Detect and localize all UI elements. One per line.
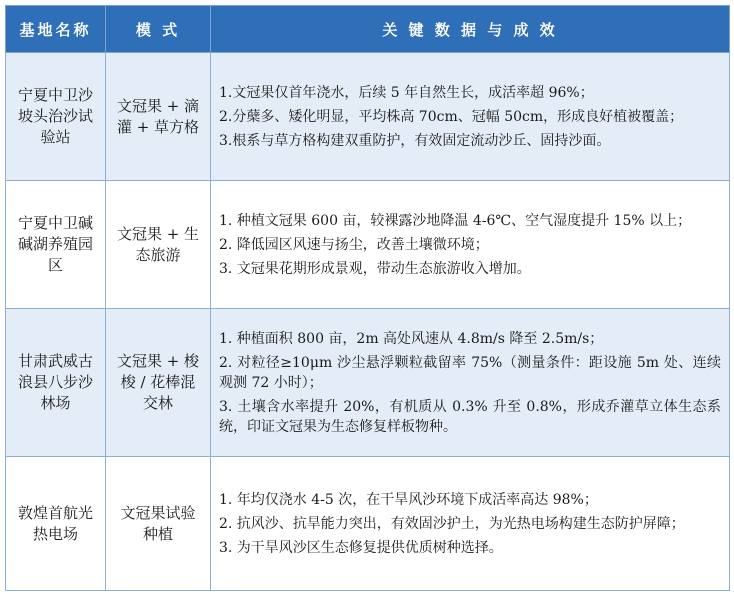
results-cell [211,309,730,457]
result-item: 3. 土壤含水率提升 20%，有机质从 0.3% 升至 0.8%，形成乔灌草立体生态系统，印证文冠果为生态修复样板物种。 [219,398,721,435]
mode-cell: 文冠果 + 生态旅游 [106,181,211,309]
result-item: 3. 文冠果花期形成景观，带动生态旅游收入增加。 [219,260,531,277]
base-name-cell: 宁夏中卫碱碱湖养殖园区 [6,181,106,309]
data-table [5,5,730,591]
result-item: 2. 抗风沙、抗旱能力突出，有效固沙护土，为光热电场构建生态防护屏障； [219,515,685,532]
table-row [6,457,730,591]
header-results: 关 键 数 据 与 成 效 [211,6,730,53]
mode-cell: 文冠果 + 滴灌 + 草方格 [106,53,211,181]
header-mode: 模 式 [106,6,211,53]
mode-cell: 文冠果试验种植 [106,457,211,591]
result-item: 3.根系与草方格构建双重防护，有效固定流动沙丘、固持沙面。 [219,132,611,149]
table-row [6,181,730,309]
result-item: 2. 对粒径≥10μm 沙尘悬浮颗粒截留率 75%（测量条件：距设施 5m 处、连续观测 72 小时）； [219,354,721,391]
header-row [6,6,730,53]
mode-cell: 文冠果 + 梭梭 / 花棒混交林 [106,309,211,457]
results-cell [211,181,730,309]
result-item: 1. 年均仅浇水 4-5 次，在干旱风沙环境下成活率高达 98%； [219,491,598,508]
table-row [6,53,730,181]
result-item: 1. 种植文冠果 600 亩，较裸露沙地降温 4-6℃、空气湿度提升 15% 以上； [219,212,692,229]
header-base-name: 基地名称 [6,6,106,53]
result-item: 3. 为干旱风沙区生态修复提供优质树种选择。 [219,539,503,556]
result-item: 2.分蘖多、矮化明显，平均株高 70cm、冠幅 50cm，形成良好植被覆盖； [219,108,684,125]
result-item: 2. 降低园区风速与扬尘，改善土壤微环境； [219,236,489,253]
results-cell [211,457,730,591]
table-row [6,309,730,457]
result-item: 1. 种植面积 800 亩，2m 高处风速从 4.8m/s 降至 2.5m/s； [219,330,604,347]
results-cell [211,53,730,181]
base-name-cell: 宁夏中卫沙坡头治沙试验站 [6,53,106,181]
result-item: 1.文冠果仅首年浇水，后续 5 年自然生长，成活率超 96%； [219,84,594,101]
base-name-cell: 甘肃武威古浪县八步沙林场 [6,309,106,457]
base-name-cell: 敦煌首航光热电场 [6,457,106,591]
